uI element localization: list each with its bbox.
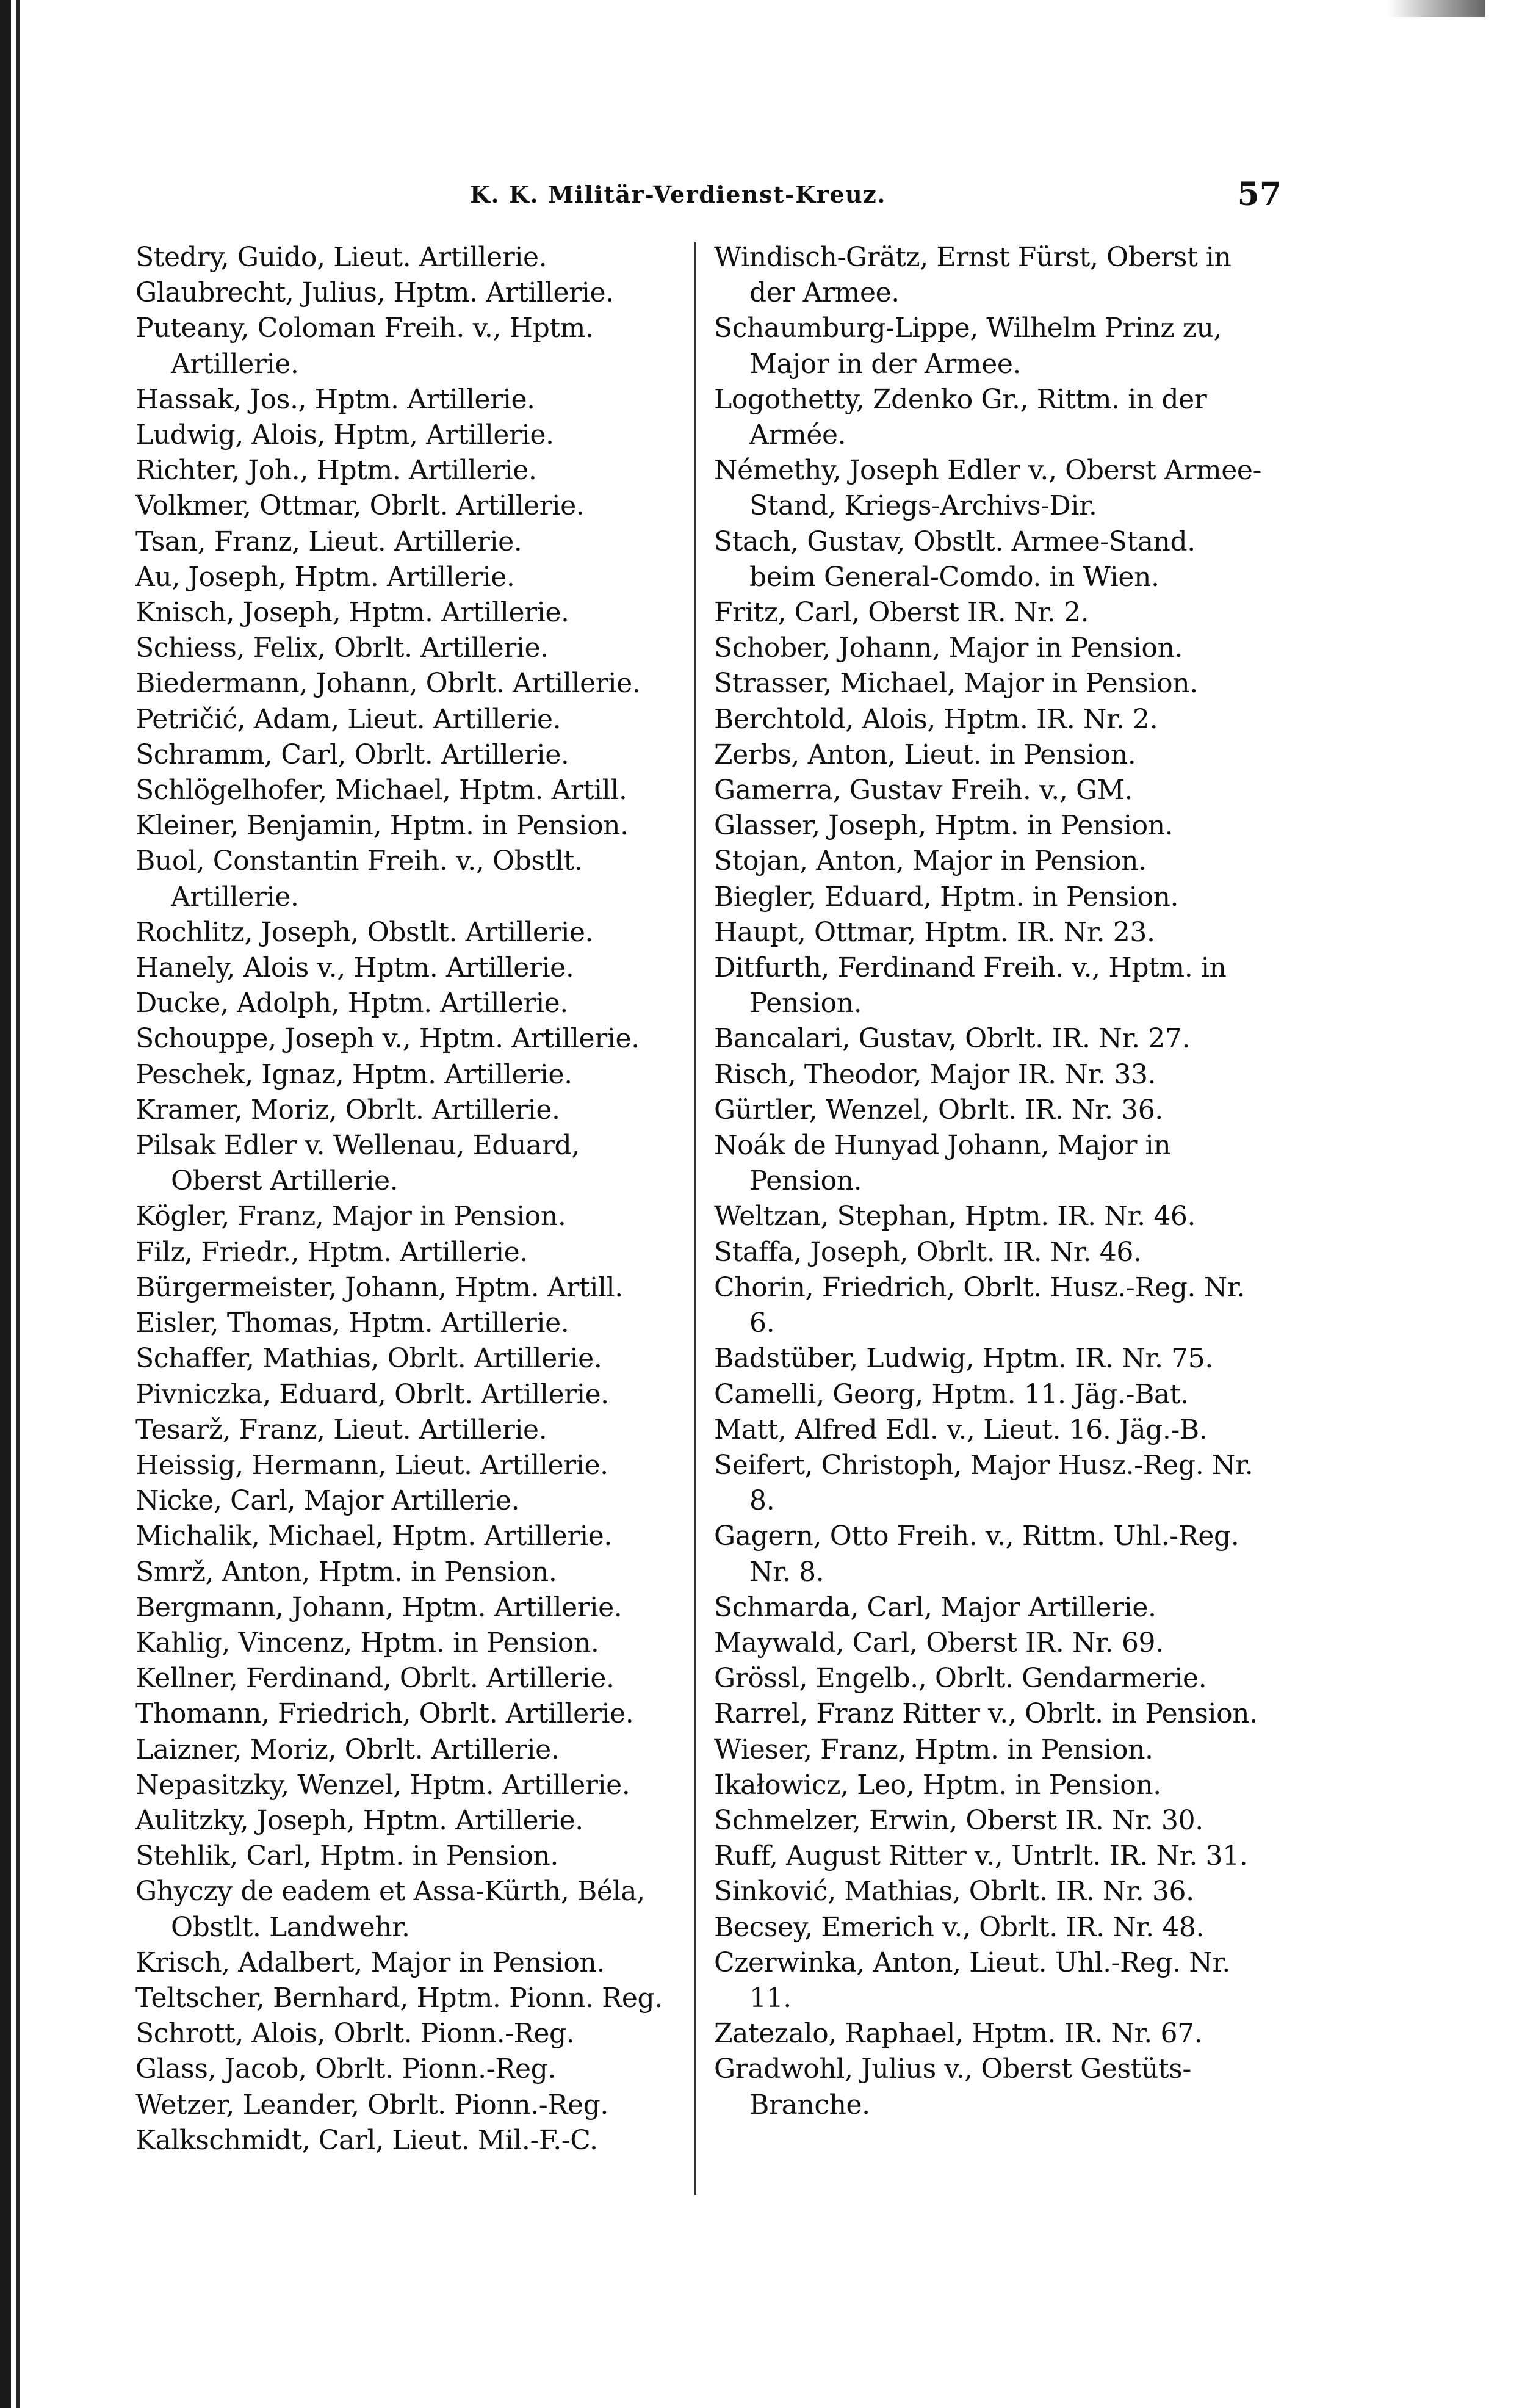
list-entry: Staffa, Joseph, Obrlt. IR. Nr. 46.	[714, 1236, 1142, 1268]
list-entry: Czerwinka, Anton, Lieut. Uhl.-Reg. Nr. 11.	[714, 1947, 1230, 2014]
list-entry: Kleiner, Benjamin, Hptm. in Pension.	[135, 810, 629, 842]
list-entry: Maywald, Carl, Oberst IR. Nr. 69.	[714, 1627, 1164, 1658]
scan-corner-mark	[1388, 0, 1485, 17]
list-entry: Haupt, Ottmar, Hptm. IR. Nr. 23.	[714, 916, 1155, 948]
list-entry: Logothetty, Zdenko Gr., Rittm. in der Armée.	[714, 383, 1207, 451]
list-entry: Laizner, Moriz, Obrlt. Artillerie.	[135, 1734, 560, 1765]
right-column	[714, 240, 1263, 2123]
list-entry: Schiess, Felix, Obrlt. Artillerie.	[135, 632, 549, 664]
list-entry: Puteany, Coloman Freih. v., Hptm. Artillerie.	[135, 313, 594, 380]
list-entry: Nicke, Carl, Major Artillerie.	[135, 1485, 520, 1517]
list-entry: Gradwohl, Julius v., Oberst Gestüts-Branche.	[714, 2053, 1191, 2121]
list-entry: Au, Joseph, Hptm. Artillerie.	[135, 561, 515, 593]
list-entry: Kellner, Ferdinand, Obrlt. Artillerie.	[135, 1663, 615, 1694]
list-entry: Glass, Jacob, Obrlt. Pionn.-Reg.	[135, 2053, 556, 2085]
list-entry: Badstüber, Ludwig, Hptm. IR. Nr. 75.	[714, 1343, 1213, 1375]
list-entry: Matt, Alfred Edl. v., Lieut. 16. Jäg.-B.	[714, 1414, 1208, 1445]
page-number: 57	[1237, 176, 1282, 213]
list-entry: Schramm, Carl, Obrlt. Artillerie.	[135, 739, 569, 770]
list-entry: Glaubrecht, Julius, Hptm. Artillerie.	[135, 277, 614, 309]
list-entry: Teltscher, Bernhard, Hptm. Pionn. Reg.	[135, 1982, 663, 2014]
list-entry: Gürtler, Wenzel, Obrlt. IR. Nr. 36.	[714, 1094, 1163, 1126]
list-entry: Wieser, Franz, Hptm. in Pension.	[714, 1734, 1153, 1765]
list-entry: Stedry, Guido, Lieut. Artillerie.	[135, 242, 547, 273]
list-entry: Buol, Constantin Freih. v., Obstlt. Artillerie.	[135, 845, 583, 913]
list-entry: Grössl, Engelb., Obrlt. Gendarmerie.	[714, 1663, 1207, 1694]
running-title: K. K. Militär-Verdienst-Kreuz.	[470, 181, 886, 208]
list-entry: Filz, Friedr., Hptm. Artillerie.	[135, 1236, 528, 1268]
list-entry: Gamerra, Gustav Freih. v., GM.	[714, 775, 1133, 806]
list-entry: Schaffer, Mathias, Obrlt. Artillerie.	[135, 1343, 602, 1375]
list-entry: Schrott, Alois, Obrlt. Pionn.-Reg.	[135, 2018, 575, 2050]
list-entry: Peschek, Ignaz, Hptm. Artillerie.	[135, 1058, 572, 1090]
list-entry: Krisch, Adalbert, Major in Pension.	[135, 1947, 605, 1978]
list-entry: Smrž, Anton, Hptm. in Pension.	[135, 1556, 557, 1588]
list-entry: Zerbs, Anton, Lieut. in Pension.	[714, 739, 1136, 770]
list-entry: Tsan, Franz, Lieut. Artillerie.	[135, 526, 522, 557]
page-edge-shadow	[0, 0, 11, 2408]
list-entry: Stojan, Anton, Major in Pension.	[714, 845, 1147, 877]
list-entry: Richter, Joh., Hptm. Artillerie.	[135, 455, 537, 486]
list-entry: Rarrel, Franz Ritter v., Obrlt. in Pension.	[714, 1698, 1258, 1730]
list-entry: Bergmann, Johann, Hptm. Artillerie.	[135, 1591, 622, 1623]
list-entry: Hanely, Alois v., Hptm. Artillerie.	[135, 952, 574, 984]
list-entry: Glasser, Joseph, Hptm. in Pension.	[714, 810, 1174, 842]
list-entry: Gagern, Otto Freih. v., Rittm. Uhl.-Reg. Nr. 8.	[714, 1520, 1239, 1588]
list-entry: Wetzer, Leander, Obrlt. Pionn.-Reg.	[135, 2089, 608, 2121]
list-entry: Ditfurth, Ferdinand Freih. v., Hptm. in Pension.	[714, 952, 1227, 1019]
list-entry: Sinković, Mathias, Obrlt. IR. Nr. 36.	[714, 1876, 1194, 1907]
list-entry: Berchtold, Alois, Hptm. IR. Nr. 2.	[714, 703, 1158, 735]
list-entry: Windisch-Grätz, Ernst Fürst, Oberst in der Armee.	[714, 242, 1232, 309]
list-entry: Schober, Johann, Major in Pension.	[714, 632, 1183, 664]
list-entry: Strasser, Michael, Major in Pension.	[714, 668, 1198, 700]
list-entry: Seifert, Christoph, Major Husz.-Reg. Nr. 8.	[714, 1449, 1253, 1517]
left-column	[135, 240, 673, 2158]
list-entry: Zatezalo, Raphael, Hptm. IR. Nr. 67.	[714, 2018, 1203, 2050]
list-entry: Ducke, Adolph, Hptm. Artillerie.	[135, 988, 568, 1019]
list-entry: Kalkschmidt, Carl, Lieut. Mil.-F.-C.	[135, 2124, 598, 2156]
page-edge-gap	[11, 0, 16, 2408]
list-entry: Ghyczy de eadem et Assa-Kürth, Béla, Obstlt. Landwehr.	[135, 1876, 645, 1943]
list-entry: Pilsak Edler v. Wellenau, Eduard, Oberst Artillerie.	[135, 1130, 580, 1197]
list-entry: Fritz, Carl, Oberst IR. Nr. 2.	[714, 597, 1089, 629]
list-entry: Risch, Theodor, Major IR. Nr. 33.	[714, 1058, 1156, 1090]
list-entry: Bancalari, Gustav, Obrlt. IR. Nr. 27.	[714, 1023, 1191, 1055]
list-entry: Chorin, Friedrich, Obrlt. Husz.-Reg. Nr. 6.	[714, 1271, 1246, 1339]
list-entry: Pivniczka, Eduard, Obrlt. Artillerie.	[135, 1378, 609, 1410]
list-entry: Nepasitzky, Wenzel, Hptm. Artillerie.	[135, 1769, 630, 1801]
list-entry: Volkmer, Ottmar, Obrlt. Artillerie.	[135, 490, 585, 522]
list-entry: Biegler, Eduard, Hptm. in Pension.	[714, 881, 1179, 913]
list-entry: Schaumburg-Lippe, Wilhelm Prinz zu, Major in der Armee.	[714, 313, 1222, 380]
list-entry: Biedermann, Johann, Obrlt. Artillerie.	[135, 668, 641, 700]
list-entry: Eisler, Thomas, Hptm. Artillerie.	[135, 1307, 569, 1339]
list-entry: Aulitzky, Joseph, Hptm. Artillerie.	[135, 1804, 583, 1836]
list-entry: Némethy, Joseph Edler v., Oberst Armee-Stand, Kriegs-Archivs-Dir.	[714, 455, 1261, 522]
list-entry: Heissig, Hermann, Lieut. Artillerie.	[135, 1449, 608, 1481]
list-entry: Schmarda, Carl, Major Artillerie.	[714, 1591, 1156, 1623]
list-entry: Schouppe, Joseph v., Hptm. Artillerie.	[135, 1023, 640, 1055]
list-entry: Bürgermeister, Johann, Hptm. Artill.	[135, 1271, 623, 1303]
list-entry: Kahlig, Vincenz, Hptm. in Pension.	[135, 1627, 599, 1658]
list-entry: Tesarž, Franz, Lieut. Artillerie.	[135, 1414, 547, 1445]
list-entry: Weltzan, Stephan, Hptm. IR. Nr. 46.	[714, 1201, 1196, 1232]
list-entry: Noák de Hunyad Johann, Major in Pension.	[714, 1130, 1171, 1197]
list-entry: Petričić, Adam, Lieut. Artillerie.	[135, 703, 561, 735]
list-entry: Rochlitz, Joseph, Obstlt. Artillerie.	[135, 916, 594, 948]
list-entry: Ludwig, Alois, Hptm, Artillerie.	[135, 419, 554, 451]
list-entry: Ruff, August Ritter v., Untrlt. IR. Nr. 31.	[714, 1840, 1248, 1872]
page-header	[128, 176, 1282, 217]
list-entry: Camelli, Georg, Hptm. 11. Jäg.-Bat.	[714, 1378, 1189, 1410]
list-entry: Schmelzer, Erwin, Oberst IR. Nr. 30.	[714, 1804, 1203, 1836]
list-entry: Kramer, Moriz, Obrlt. Artillerie.	[135, 1094, 560, 1126]
list-entry: Kögler, Franz, Major in Pension.	[135, 1201, 566, 1232]
list-entry: Schlögelhofer, Michael, Hptm. Artill.	[135, 775, 627, 806]
list-entry: Ikałowicz, Leo, Hptm. in Pension.	[714, 1769, 1161, 1801]
list-entry: Knisch, Joseph, Hptm. Artillerie.	[135, 597, 569, 629]
list-entry: Stehlik, Carl, Hptm. in Pension.	[135, 1840, 558, 1872]
page-edge-line	[16, 0, 20, 2408]
list-entry: Hassak, Jos., Hptm. Artillerie.	[135, 383, 535, 415]
column-divider	[694, 242, 696, 2195]
list-entry: Thomann, Friedrich, Obrlt. Artillerie.	[135, 1698, 634, 1730]
list-entry: Becsey, Emerich v., Obrlt. IR. Nr. 48.	[714, 1911, 1205, 1943]
list-entry: Michalik, Michael, Hptm. Artillerie.	[135, 1520, 612, 1552]
list-entry: Stach, Gustav, Obstlt. Armee-Stand. beim General-Comdo. in Wien.	[714, 526, 1196, 593]
